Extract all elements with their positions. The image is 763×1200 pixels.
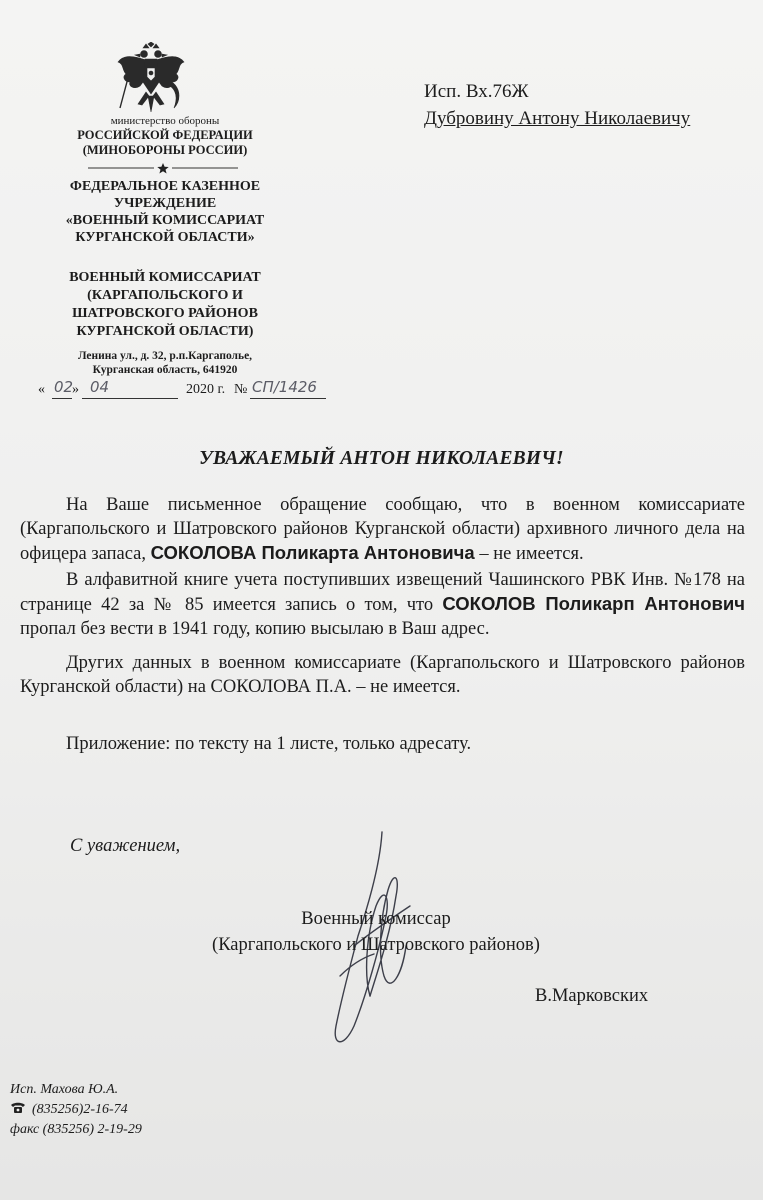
recipient-name: Дубровину Антону Николаевичу	[424, 108, 691, 129]
department-line: ШАТРОВСКОГО РАЙОНОВ	[72, 306, 258, 321]
attachment-note: Приложение: по тексту на 1 листе, только адресату.	[66, 734, 472, 754]
paragraph	[20, 568, 745, 641]
signatory-title	[186, 906, 566, 958]
date-year: 2020 г.	[186, 382, 226, 397]
paragraph-text: пропал без вести в 1941 году, копию высылаю в Ваш адрес.	[20, 619, 490, 639]
executor-name: Исп. Махова Ю.А.	[10, 1082, 119, 1097]
department-line: ВОЕННЫЙ КОМИССАРИАТ	[69, 270, 261, 285]
signatory-name: В.Марковских	[535, 986, 649, 1006]
footer-contacts	[10, 1080, 142, 1140]
telephone-icon	[10, 1102, 26, 1113]
paragraph-text: В алфавитной книге учета поступивших извещений Чашинского РВК Инв. №178 на странице 42 за № 85 имеется запись о том, что	[20, 570, 745, 615]
department-line: КУРГАНСКОЙ ОБЛАСТИ)	[76, 324, 254, 339]
ministry-line-3: (МИНОБОРОНЫ РОССИИ)	[82, 143, 248, 157]
department-name	[40, 269, 290, 341]
letter-body	[20, 493, 745, 699]
recipient-block	[424, 78, 690, 132]
fax-number: факс (835256) 2-19-29	[10, 1122, 142, 1138]
ministry-line-2: РОССИЙСКОЙ ФЕДЕРАЦИИ	[77, 128, 253, 142]
recipient-ref: Исп. Вх.76Ж	[424, 81, 529, 102]
paragraph-text: На Ваше письменное обращение сообщаю, что в военном комиссариате (Каргапольского и Шатровского районов Курганской области) архивного личного дела на офицера запаса,	[20, 495, 745, 564]
person-name-bold: СОКОЛОВА Поликарта Антоновича	[150, 542, 475, 563]
institution-line: КУРГАНСКОЙ ОБЛАСТИ»	[75, 230, 255, 245]
institution-line: «ВОЕННЫЙ КОМИССАРИАТ	[65, 213, 265, 228]
date-month-underline	[82, 398, 178, 399]
date-close-quote: »	[72, 382, 79, 397]
double-headed-eagle-icon	[116, 42, 186, 118]
person-name-bold: СОКОЛОВ Поликарп Антонович	[442, 593, 745, 614]
paragraph	[20, 493, 745, 566]
address-line: Ленина ул., д. 32, р.п.Каргаполье,	[77, 350, 253, 362]
date-day: 02	[54, 378, 74, 396]
paragraph: Других данных в военном комиссариате (Каргапольского и Шатровского районов Курганской области) на СОКОЛОВА П.А. – не имеется.	[20, 653, 745, 697]
doc-number-underline	[250, 398, 326, 399]
ministry-line-1: министерство обороны	[110, 115, 220, 127]
star-divider	[88, 162, 238, 174]
closing-regards: С уважением,	[70, 836, 181, 856]
date-day-underline	[52, 398, 72, 399]
date-month: 04	[90, 378, 110, 396]
institution-line: УЧРЕЖДЕНИЕ	[113, 196, 217, 211]
greeting: УВАЖАЕМЫЙ АНТОН НИКОЛАЕВИЧ!	[199, 448, 564, 469]
date-open-quote: «	[38, 382, 45, 397]
phone-row	[10, 1100, 142, 1120]
address	[40, 349, 290, 377]
department-line: (КАРГАПОЛЬСКОГО И	[87, 288, 243, 303]
phone-number: (835256)2-16-74	[32, 1102, 128, 1117]
doc-number: СП/1426	[252, 378, 317, 396]
institution-name	[40, 178, 290, 246]
institution-line: ФЕДЕРАЛЬНОЕ КАЗЕННОЕ	[69, 179, 261, 194]
doc-number-prefix: №	[234, 382, 248, 397]
date-number-line	[38, 378, 338, 402]
paragraph-text: – не имеется.	[474, 544, 584, 564]
signatory-title-line: Военный комиссар	[301, 909, 451, 929]
signatory-title-line: (Каргапольского и Шатровского районов)	[212, 935, 540, 955]
address-line: Курганская область, 641920	[92, 364, 238, 376]
